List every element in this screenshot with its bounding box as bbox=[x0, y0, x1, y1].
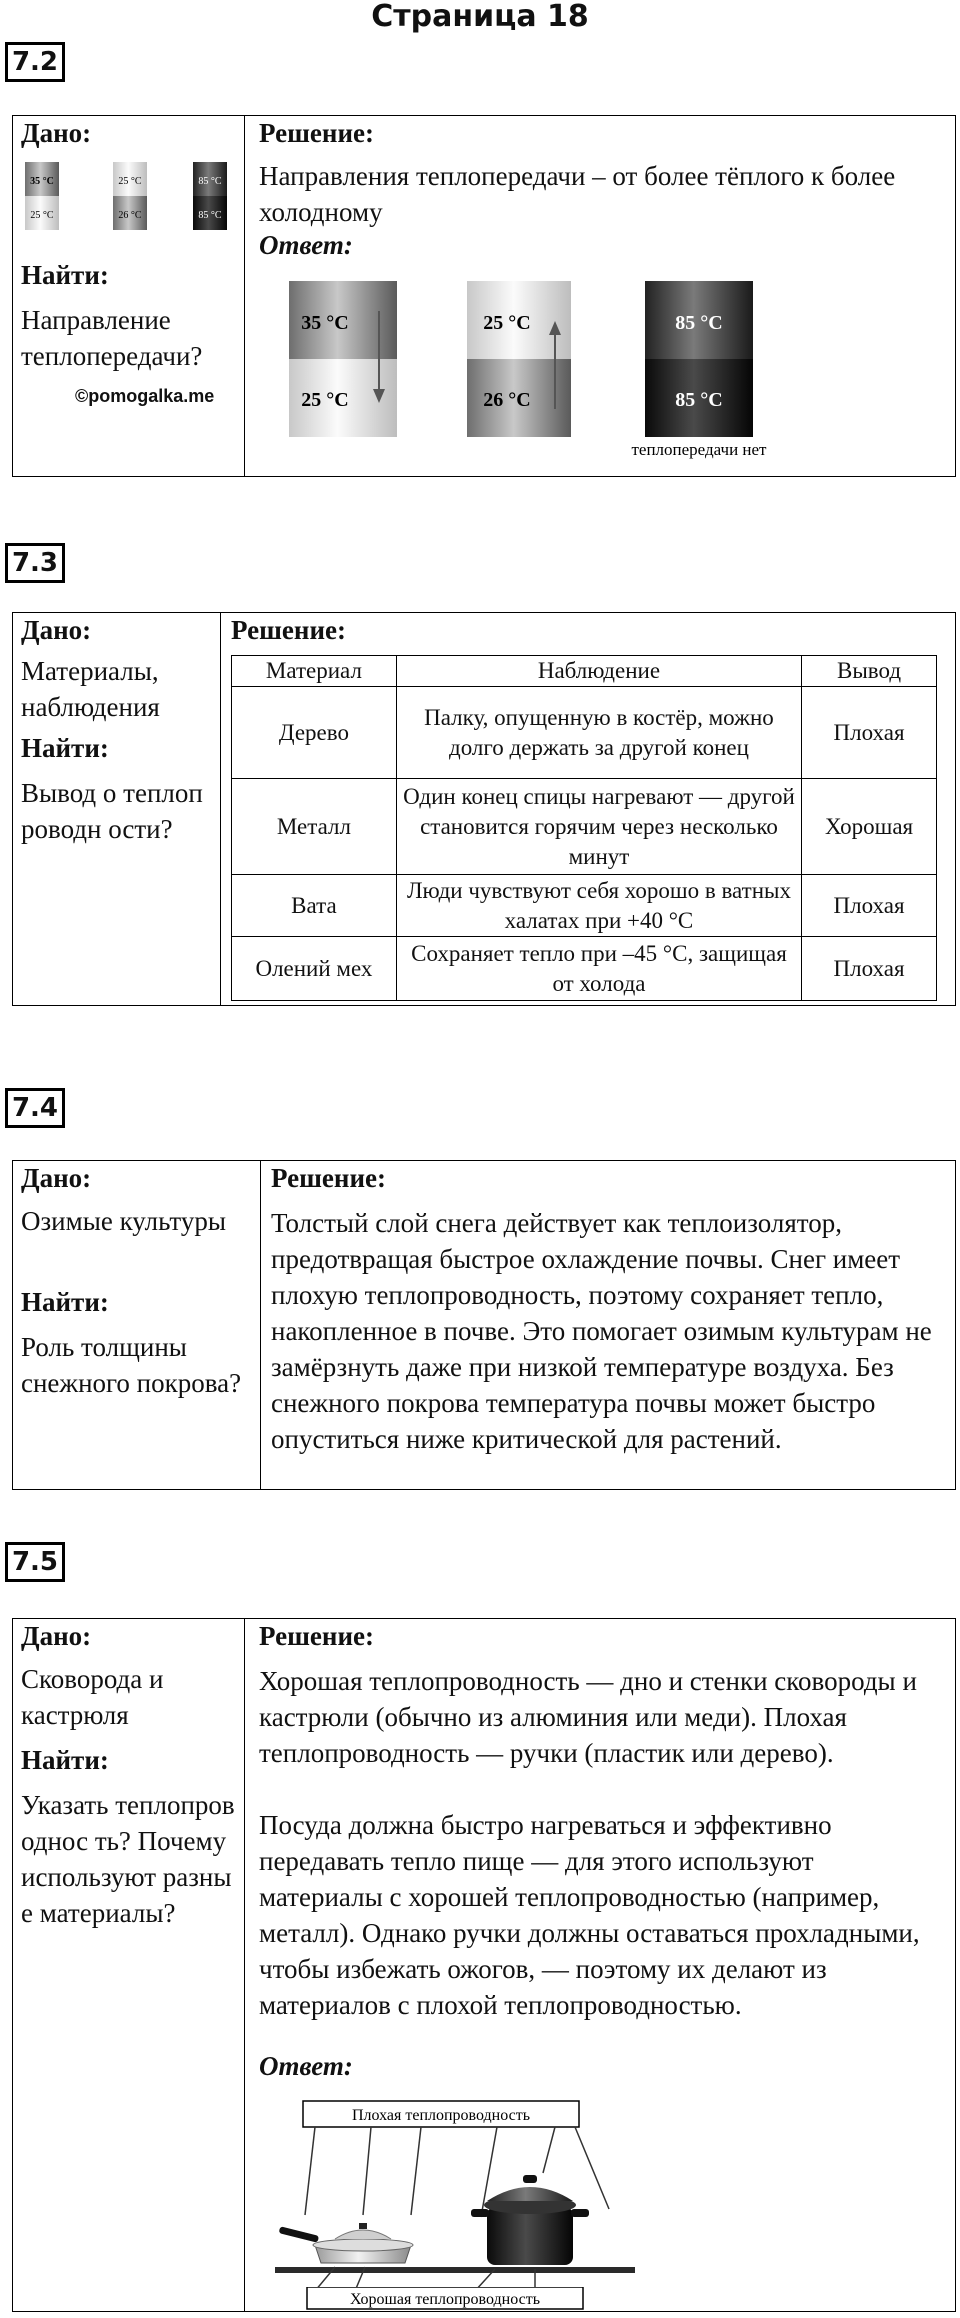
table-header: Вывод bbox=[802, 656, 937, 687]
material-cell: Олений мех bbox=[232, 937, 397, 1001]
table-row bbox=[232, 779, 937, 875]
given-text: Озимые культуры bbox=[21, 1206, 226, 1236]
given-label: Дано: bbox=[21, 1163, 92, 1193]
solution-text: Толстый слой снега действует как теплоизолятор, предотвращая быстрое охлаждение почвы. Снег имеет плохую теплопроводность, поэтому сохраняет тепло, накопленное в почве. Это помогает озимым культурам не замёрзнуть даже при низкой температуре воздуха. Без снежного покрова температура почвы может быстро опуститься ниже критической для растений. bbox=[271, 1208, 932, 1454]
find-label: Найти: bbox=[21, 1745, 109, 1775]
given-text: Материалы, наблюдения bbox=[21, 656, 160, 722]
conclusion-cell: Плохая bbox=[802, 687, 937, 779]
problem-7-5 bbox=[12, 1618, 956, 2312]
find-text: Указать теплопроводнос ть? Почему используют разные материалы? bbox=[21, 1790, 235, 1928]
answer-top-temp: 85 °C bbox=[675, 312, 723, 334]
material-cell: Металл bbox=[232, 779, 397, 875]
watermark: ©pomogalka.me bbox=[75, 386, 215, 406]
find-text: Роль толщины снежного покрова? bbox=[21, 1332, 242, 1398]
solution-text-2: Посуда должна быстро нагреваться и эффективно передавать тепло пище — для этого используют материалы с хорошей теплопроводностью (например, металл). Однако ручки должны оставаться прохладными, чтобы избежать ожогов, — поэтому их делают из материалов с плохой теплопроводностью. bbox=[259, 1810, 920, 2020]
given-bottom-temp: 26 °C bbox=[118, 210, 142, 221]
answer-label: Ответ: bbox=[259, 2051, 353, 2081]
given-label: Дано: bbox=[21, 1621, 92, 1651]
problem-number: 7.2 bbox=[5, 42, 65, 82]
cookware-figure bbox=[275, 2097, 635, 2297]
solution-text: Направления теплопередачи – от более тёплого к более холодному bbox=[259, 161, 896, 227]
table-row bbox=[232, 687, 937, 779]
conclusion-cell: Хорошая bbox=[802, 779, 937, 875]
observation-cell: Сохраняет тепло при –45 °C, защищая от холода bbox=[396, 937, 801, 1001]
problem-number: 7.5 bbox=[5, 1542, 65, 1582]
good-label-figure bbox=[275, 2287, 635, 2311]
find-label: Найти: bbox=[21, 260, 109, 290]
good-conductivity-label: Хорошая теплопроводность bbox=[349, 2291, 541, 2308]
given-label: Дано: bbox=[21, 118, 92, 148]
given-top-temp: 25 °C bbox=[118, 176, 142, 187]
given-bottom-temp: 85 °C bbox=[198, 210, 222, 221]
answer-bottom-temp: 85 °C bbox=[675, 389, 723, 411]
problem-7-3 bbox=[12, 612, 956, 1006]
find-label: Найти: bbox=[21, 733, 109, 763]
bad-conductivity-label: Плохая теплопроводность bbox=[351, 2107, 531, 2124]
problem-7-2 bbox=[12, 115, 956, 477]
answer-cylinders-figure bbox=[275, 281, 795, 461]
find-text: Направление теплопередачи? bbox=[21, 305, 203, 371]
observation-cell: Люди чувствуют себя хорошо в ватных халатах при +40 °C bbox=[396, 875, 801, 937]
answer-bottom-temp: 26 °C bbox=[483, 389, 531, 411]
problem-number: 7.4 bbox=[5, 1088, 65, 1128]
observation-cell: Один конец спицы нагревают — другой становится горячим через несколько минут bbox=[396, 779, 801, 875]
problem-7-4 bbox=[12, 1160, 956, 1490]
page-title: Страница 18 bbox=[371, 0, 589, 34]
given-cylinders-figure bbox=[25, 162, 237, 230]
conclusion-cell: Плохая bbox=[802, 937, 937, 1001]
problem-number: 7.3 bbox=[5, 543, 65, 583]
conclusion-cell: Плохая bbox=[802, 875, 937, 937]
given-bottom-temp: 25 °C bbox=[30, 210, 54, 221]
find-text: Вывод о теплопроводн ости? bbox=[21, 778, 203, 844]
given-top-temp: 85 °C bbox=[198, 176, 222, 187]
observation-table bbox=[231, 655, 937, 1001]
answer-label: Ответ: bbox=[259, 230, 353, 260]
answer-top-temp: 25 °C bbox=[483, 312, 531, 334]
material-cell: Дерево bbox=[232, 687, 397, 779]
observation-cell: Палку, опущенную в костёр, можно долго держать за другой конец bbox=[396, 687, 801, 779]
answer-top-temp: 35 °C bbox=[301, 312, 349, 334]
solution-text-1: Хорошая теплопроводность — дно и стенки сковороды и кастрюли (обычно из алюминия или меди). Плохая теплопроводность — ручки (пластик или дерево). bbox=[259, 1666, 917, 1768]
given-top-temp: 35 °C bbox=[30, 176, 54, 187]
answer-bottom-temp: 25 °C bbox=[301, 389, 349, 411]
no-transfer-note: теплопередачи нет bbox=[631, 440, 767, 459]
find-label: Найти: bbox=[21, 1287, 109, 1317]
solution-label: Решение: bbox=[259, 118, 374, 148]
table-row bbox=[232, 937, 937, 1001]
material-cell: Вата bbox=[232, 875, 397, 937]
solution-label: Решение: bbox=[231, 615, 346, 645]
table-row bbox=[232, 875, 937, 937]
table-header: Наблюдение bbox=[396, 656, 801, 687]
given-text: Сковорода и кастрюля bbox=[21, 1664, 164, 1730]
solution-label: Решение: bbox=[259, 1621, 374, 1651]
given-label: Дано: bbox=[21, 615, 92, 645]
table-header: Материал bbox=[232, 656, 397, 687]
solution-label: Решение: bbox=[271, 1163, 386, 1193]
